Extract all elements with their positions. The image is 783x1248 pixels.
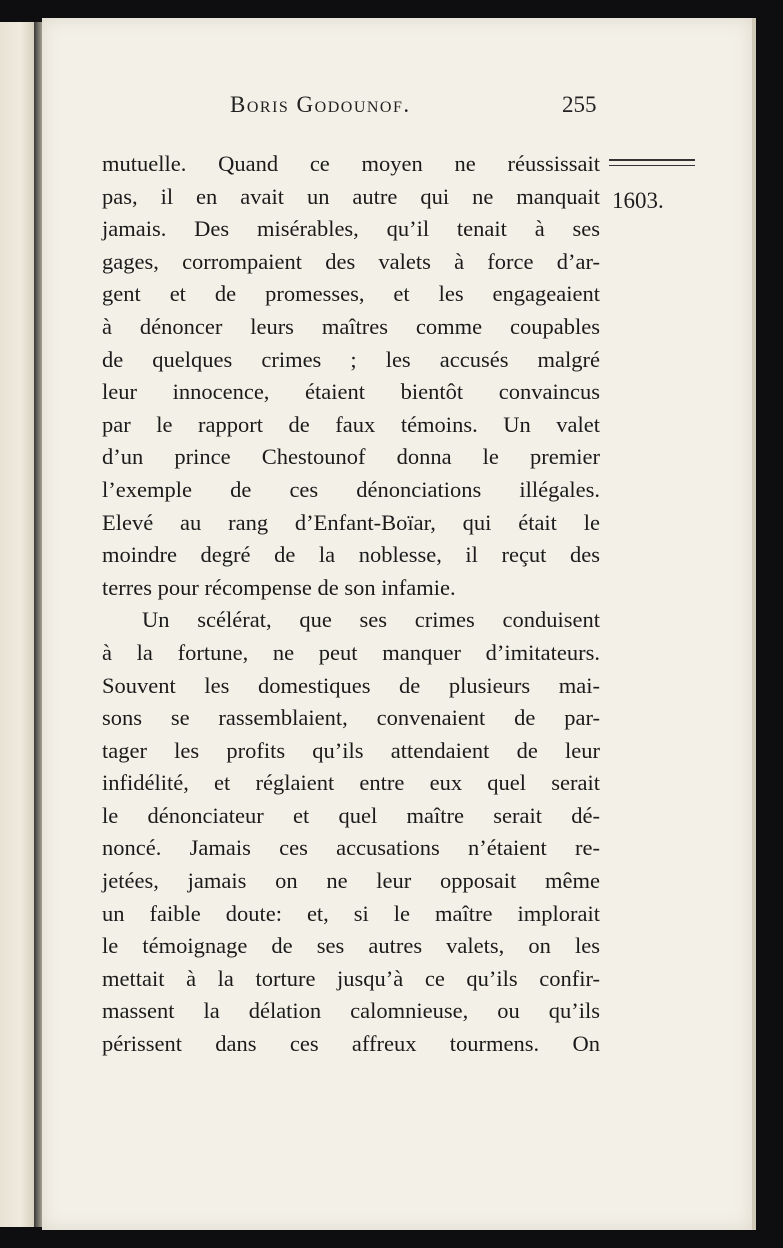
text-line: périssent dans ces affreux tourmens. On: [102, 1031, 600, 1057]
text-line: Un scélérat, que ses crimes conduisent: [142, 607, 600, 633]
text-line: pas, il en avait un autre qui ne manquait: [102, 183, 600, 209]
text-line: gent et de promesses, et les engageaient: [102, 281, 600, 307]
running-head-title: Boris Godounof.: [230, 92, 411, 117]
facing-page-edge: [0, 22, 36, 1227]
text-line: l’exemple de ces dénonciations illégales.: [102, 476, 600, 502]
text-line: tager les profits qu’ils attendaient de leur: [102, 737, 600, 763]
text-line: gages, corrompaient des valets à force d’ar-: [102, 248, 600, 274]
page-edge: [752, 18, 756, 1230]
text-line: à la fortune, ne peut manquer d’imitateurs.: [102, 639, 600, 665]
text-line: mutuelle. Quand ce moyen ne réussissait: [102, 151, 600, 176]
margin-rule: [609, 159, 695, 161]
text-line: leur innocence, étaient bientôt convaincus: [102, 379, 600, 405]
text-line: le témoignage de ses autres valets, on les: [102, 933, 600, 959]
text-line: un faible doute: et, si le maître implorait: [102, 900, 600, 926]
text-line: moindre degré de la noblesse, il reçut des: [102, 542, 600, 568]
body-text: [102, 148, 600, 1061]
paragraph-2: [102, 604, 600, 1060]
text-line: Souvent les domestiques de plusieurs mai-: [102, 672, 600, 698]
text-line: de quelques crimes ; les accusés malgré: [102, 346, 600, 372]
text-line: par le rapport de faux témoins. Un valet: [102, 411, 600, 437]
margin-rule-thin: [609, 165, 695, 166]
paragraph-1: [102, 148, 600, 604]
text-line: terres pour récompense de son infamie.: [102, 574, 456, 600]
text-line: jetées, jamais on ne leur opposait même: [102, 868, 600, 894]
text-line: Elevé au rang d’Enfant-Boïar, qui était le: [102, 509, 600, 535]
text-line: noncé. Jamais ces accusations n’étaient re-: [102, 835, 600, 861]
text-line: mettait à la torture jusqu’à ce qu’ils confir-: [102, 965, 600, 991]
text-line: à dénoncer leurs maîtres comme coupables: [102, 313, 600, 339]
page-number: 255: [562, 92, 597, 117]
text-line: le dénonciateur et quel maître serait dé-: [102, 802, 600, 828]
text-line: jamais. Des misérables, qu’il tenait à ses: [102, 216, 600, 242]
text-line: d’un prince Chestounof donna le premier: [102, 444, 600, 470]
text-line: infidélité, et réglaient entre eux quel serait: [102, 770, 600, 796]
margin-year: 1603.: [612, 188, 664, 213]
text-line: sons se rassemblaient, convenaient de par-: [102, 705, 600, 731]
text-line: massent la délation calomnieuse, ou qu’ils: [102, 998, 600, 1024]
